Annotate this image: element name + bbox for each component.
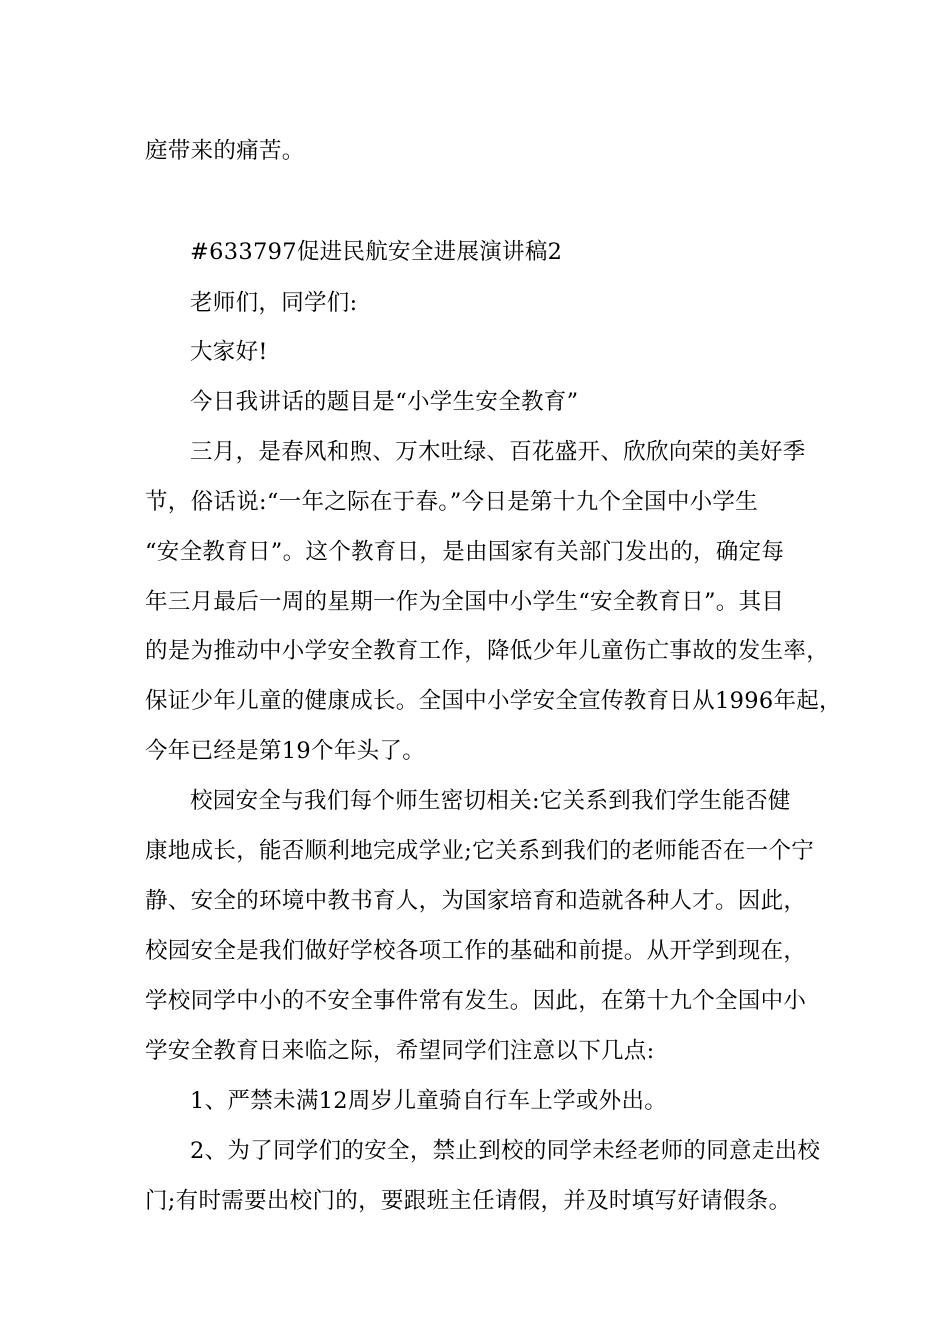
- text-line-3: 老师们，同学们:: [190, 290, 358, 316]
- section-heading: #633797促进民航安全进展演讲稿2: [190, 239, 563, 265]
- text-line-15: 静、安全的环境中教书育人，为国家培育和造就各种人才。因此，: [145, 888, 807, 914]
- text-line-14: 康地成长，能否顺利地完成学业;它关系到我们的老师能否在一个宁: [145, 838, 815, 864]
- text-line-5: 今日我讲话的题目是“小学生安全教育”: [190, 389, 579, 415]
- text-line-17: 学校同学中小的不安全事件常有发生。因此，在第十九个全国中小: [145, 988, 807, 1014]
- text-line-1: 庭带来的痛苦。: [145, 138, 305, 164]
- text-line-12: 今年已经是第19个年头了。: [145, 738, 426, 764]
- list-item-2: 2、为了同学们的安全，禁止到校的同学未经老师的同意走出校: [190, 1138, 821, 1164]
- text-line-8: “安全教育日”。这个教育日，是由国家有关部门发出的，确定每: [145, 539, 785, 565]
- text-line-21: 门;有时需要出校门的，要跟班主任请假，并及时填写好请假条。: [145, 1188, 792, 1214]
- text-line-13: 校园安全与我们每个师生密切相关:它关系到我们学生能否健: [190, 788, 791, 814]
- text-line-6: 三月，是春风和煦、万木吐绿、百花盛开、欣欣向荣的美好季: [190, 439, 806, 465]
- text-line-11: 保证少年儿童的健康成长。全国中小学安全宣传教育日从1996年起，: [145, 688, 842, 714]
- text-line-18: 学安全教育日来临之际，希望同学们注意以下几点:: [145, 1038, 655, 1064]
- text-line-16: 校园安全是我们做好学校各项工作的基础和前提。从开学到现在，: [145, 938, 807, 964]
- text-line-9: 年三月最后一周的星期一作为全国中小学生“安全教育日”。其目: [145, 589, 785, 615]
- text-line-7: 节，俗话说:“一年之际在于春。”今日是第十九个全国中小学生: [145, 489, 759, 515]
- list-item-1: 1、严禁未满12周岁儿童骑自行车上学或外出。: [190, 1088, 668, 1114]
- text-line-4: 大家好!: [190, 339, 268, 365]
- text-line-10: 的是为推动中小学安全教育工作，降低少年儿童伤亡事故的发生率，: [145, 638, 830, 664]
